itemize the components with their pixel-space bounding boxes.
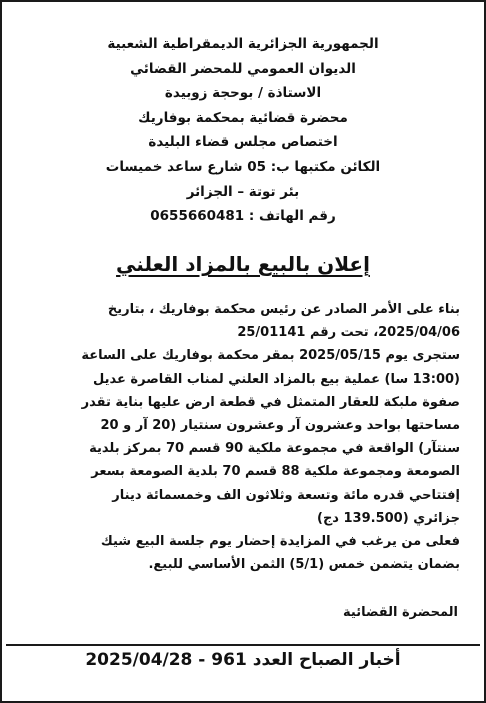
announcement-body bbox=[20, 298, 460, 576]
body-line: بضمان يتضمن خمس (5/1) الثمن الأساسي للبيع. bbox=[148, 557, 460, 573]
body-line: بناء على الأمر الصادر عن رئيس محكمة بوفاريك ، بتاريخ bbox=[107, 302, 460, 317]
body-line: فعلى من يرغب في المزايدة إحضار يوم جلسة البيع شيك bbox=[100, 534, 460, 550]
header-jurisdiction-line: اختصاص مجلس قضاء البليدة bbox=[148, 134, 338, 151]
header-bailiff-name: الاستاذة / بوحجة زوبيدة bbox=[164, 85, 322, 102]
footer-divider bbox=[6, 644, 480, 646]
body-line: صفوة ملبكة للعقار المتمثل في قطعة ارض عليها بناية تقدر bbox=[81, 394, 460, 410]
body-line: (13:00 سا) عملية بيع بالمزاد العلني لمناب القاصرة عديل bbox=[93, 371, 460, 387]
header-court-line: محضرة قضائية بمحكمة بوفاريك bbox=[138, 109, 348, 126]
header-office-line: الديوان العمومي للمحضر القضائي bbox=[130, 60, 356, 77]
header-republic-line: الجمهورية الجزائرية الديمقراطية الشعبية bbox=[107, 36, 379, 52]
signature: المحضرة القضائية bbox=[343, 605, 458, 620]
body-line: جزائري (139.500 دج) bbox=[317, 510, 460, 526]
body-line: الصومعة ومجموعة ملكية 88 قسم 70 بلدية الصومعة بسعر bbox=[91, 464, 460, 480]
publication-footer: أخبار الصباح العدد 961 - 2025/04/28 bbox=[85, 650, 401, 670]
body-line: مساحتها بواحد وعشرون آر وعشرون سنتيار (20 آر و 20 bbox=[100, 418, 460, 434]
body-line: ستجرى يوم 2025/05/15 بمقر محكمة بوفاريك على الساعة bbox=[81, 348, 460, 364]
announcement-title: إعلان بالبيع بالمزاد العلني bbox=[116, 252, 370, 276]
header-phone-line: رقم الهاتف : 0655660481 bbox=[150, 208, 336, 225]
body-line: سنتآر) الواقعة في مجموعة ملكية 90 قسم 70 بمركز بلدية bbox=[89, 441, 460, 457]
body-line: إفتتاحي قدره مائة وتسعة وثلاثون الف وخمسمائة دينار bbox=[112, 487, 460, 503]
header-address-line: الكائن مكتبها ب: 05 شارع ساعد خميسات bbox=[105, 158, 381, 175]
body-line: 2025/04/06، تحت رقم 25/01141 bbox=[237, 325, 460, 341]
header-city-line: بئر توتة – الجزائر bbox=[186, 183, 300, 200]
office-header bbox=[42, 32, 444, 229]
